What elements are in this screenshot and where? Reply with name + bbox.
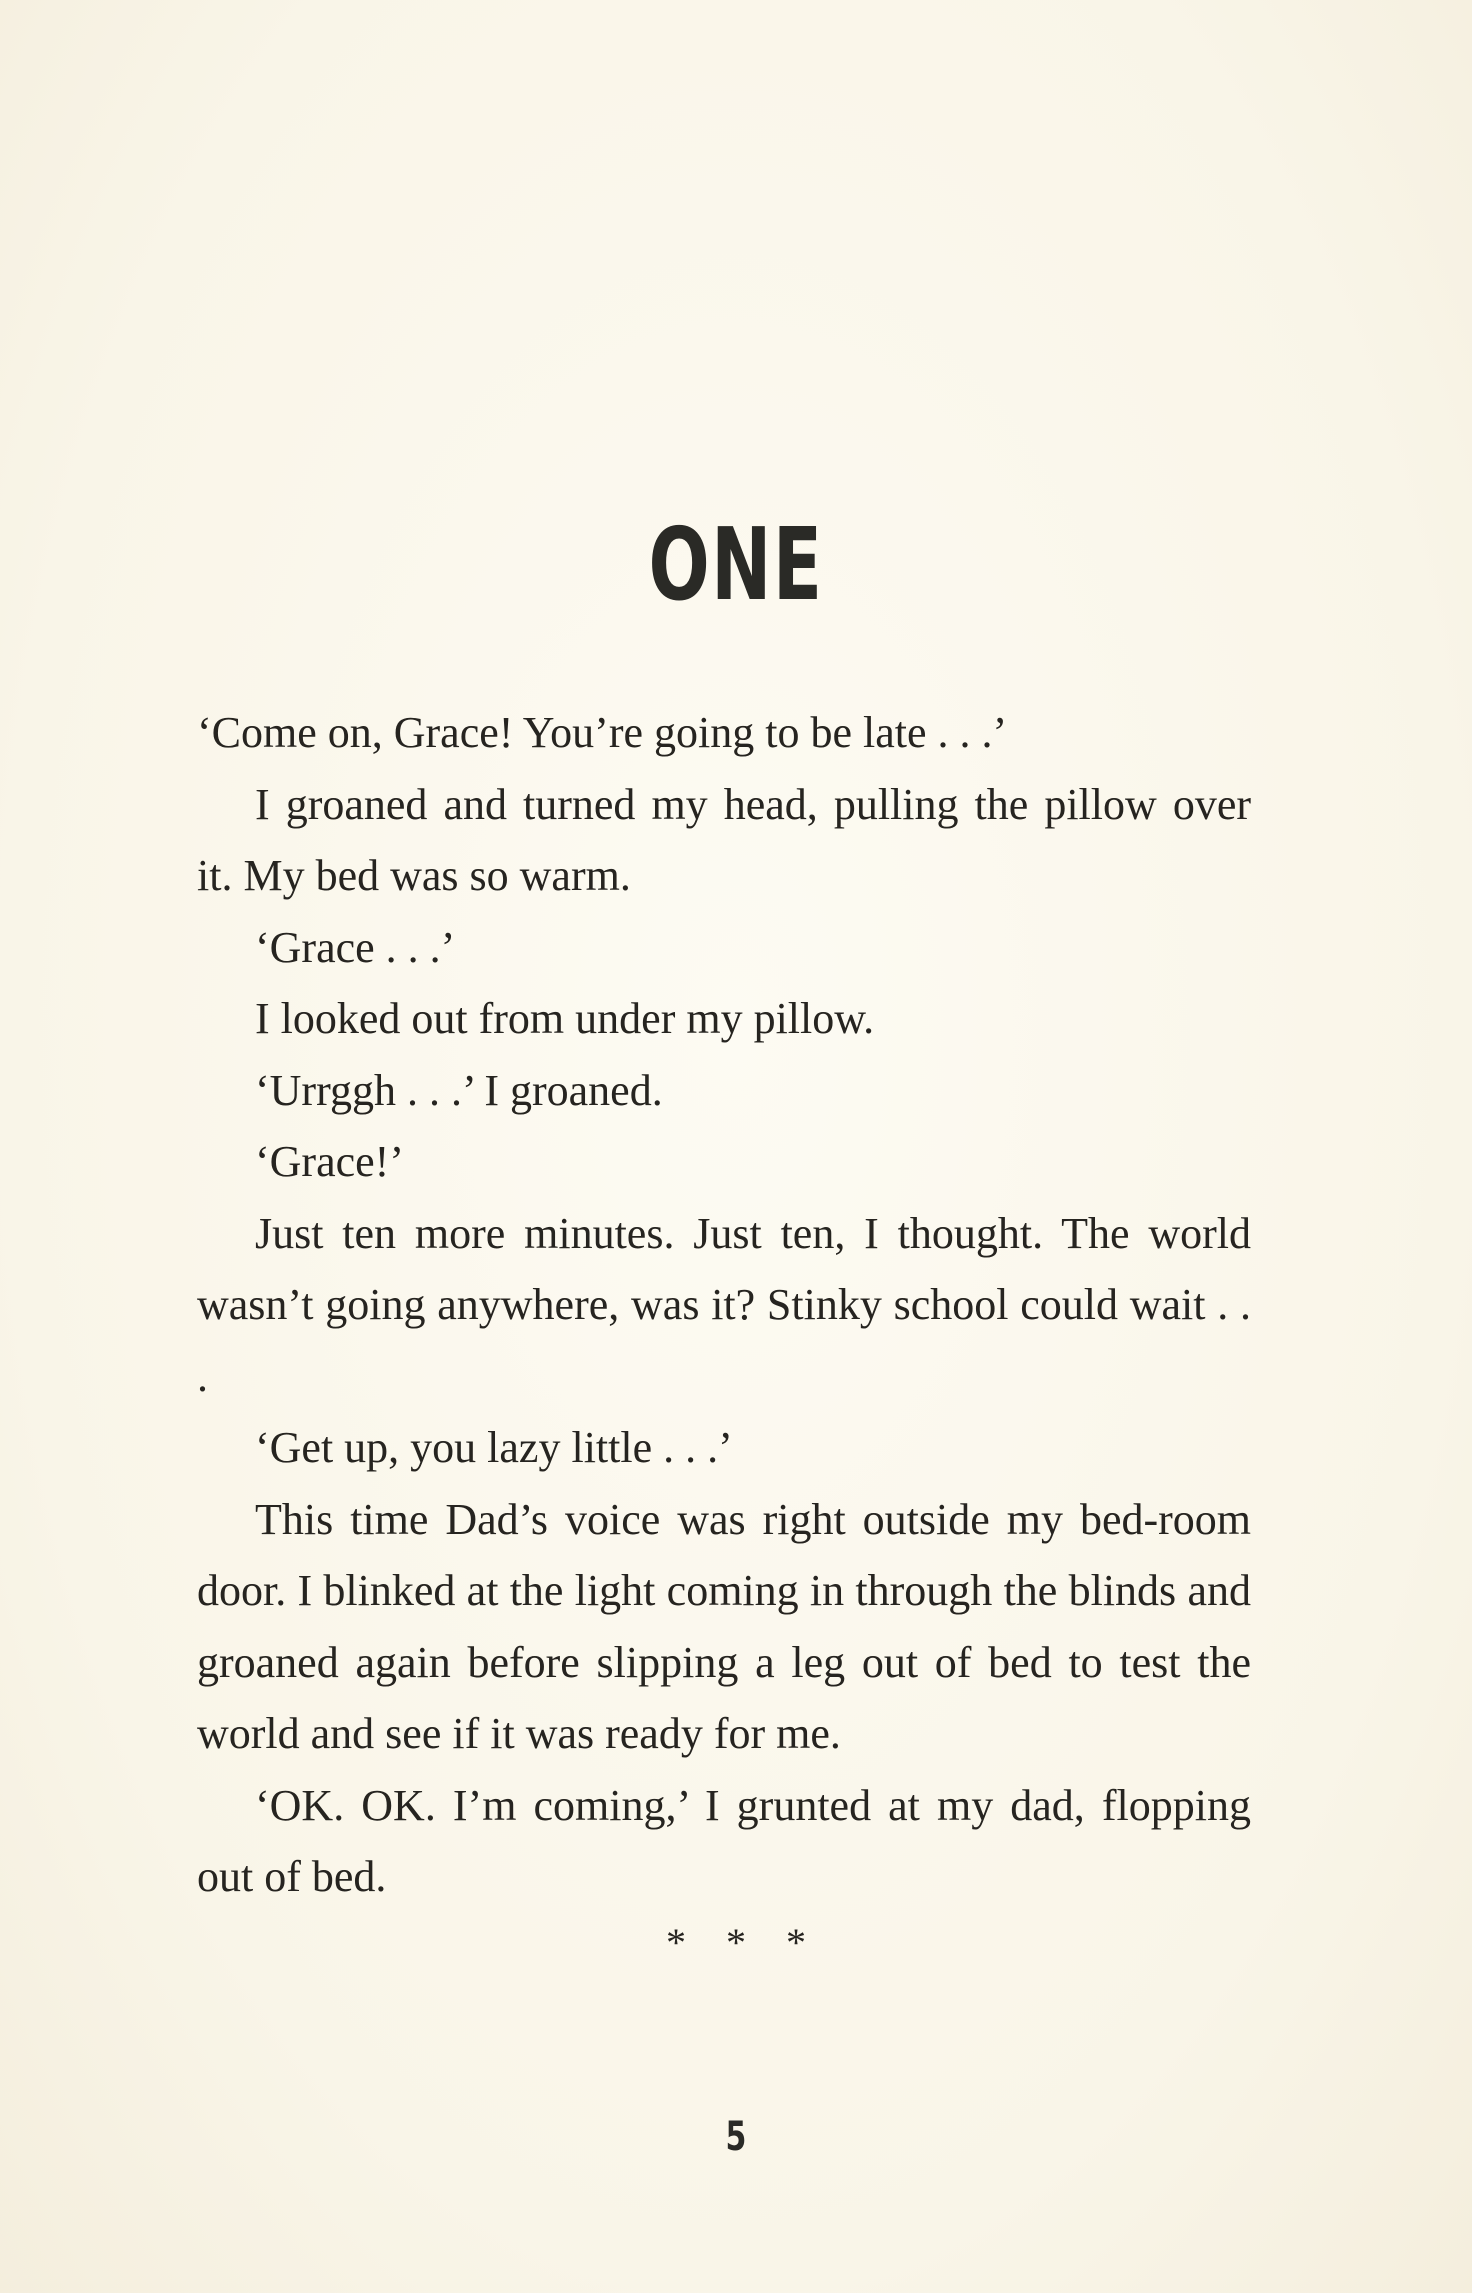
paragraph: ‘Get up, you lazy little . . .’ — [255, 1423, 733, 1472]
paragraph: This time Dad’s voice was right outside my bed-room door. I blinked at the light coming in through the blinds and groaned again before slipping a leg out of bed to test the world and see if it was ready for me. — [197, 1494, 1251, 1758]
paragraph: ‘Urrggh . . .’ I groaned. — [255, 1065, 663, 1115]
paragraph: ‘Come on, Grace! You’re going to be late . . .’ — [197, 708, 1008, 757]
paragraph: I groaned and turned my head, pulling the pillow over it. My bed was so warm. — [197, 779, 1251, 900]
paragraph: ‘Grace . . .’ — [255, 922, 456, 972]
body-text — [197, 697, 1251, 1913]
chapter-title: ONE — [648, 506, 824, 623]
paragraph: Just ten more minutes. Just ten, I thought. The world wasn’t going anywhere, was it? Stinky school could wait . . . — [197, 1208, 1251, 1401]
page-number: 5 — [725, 2114, 747, 2160]
paragraph: I looked out from under my pillow. — [255, 994, 875, 1043]
paragraph: ‘Grace!’ — [255, 1137, 404, 1186]
paragraph: ‘OK. OK. I’m coming,’ I grunted at my dad, flopping out of bed. — [197, 1780, 1251, 1901]
scene-break: * * * — [666, 1920, 806, 1965]
